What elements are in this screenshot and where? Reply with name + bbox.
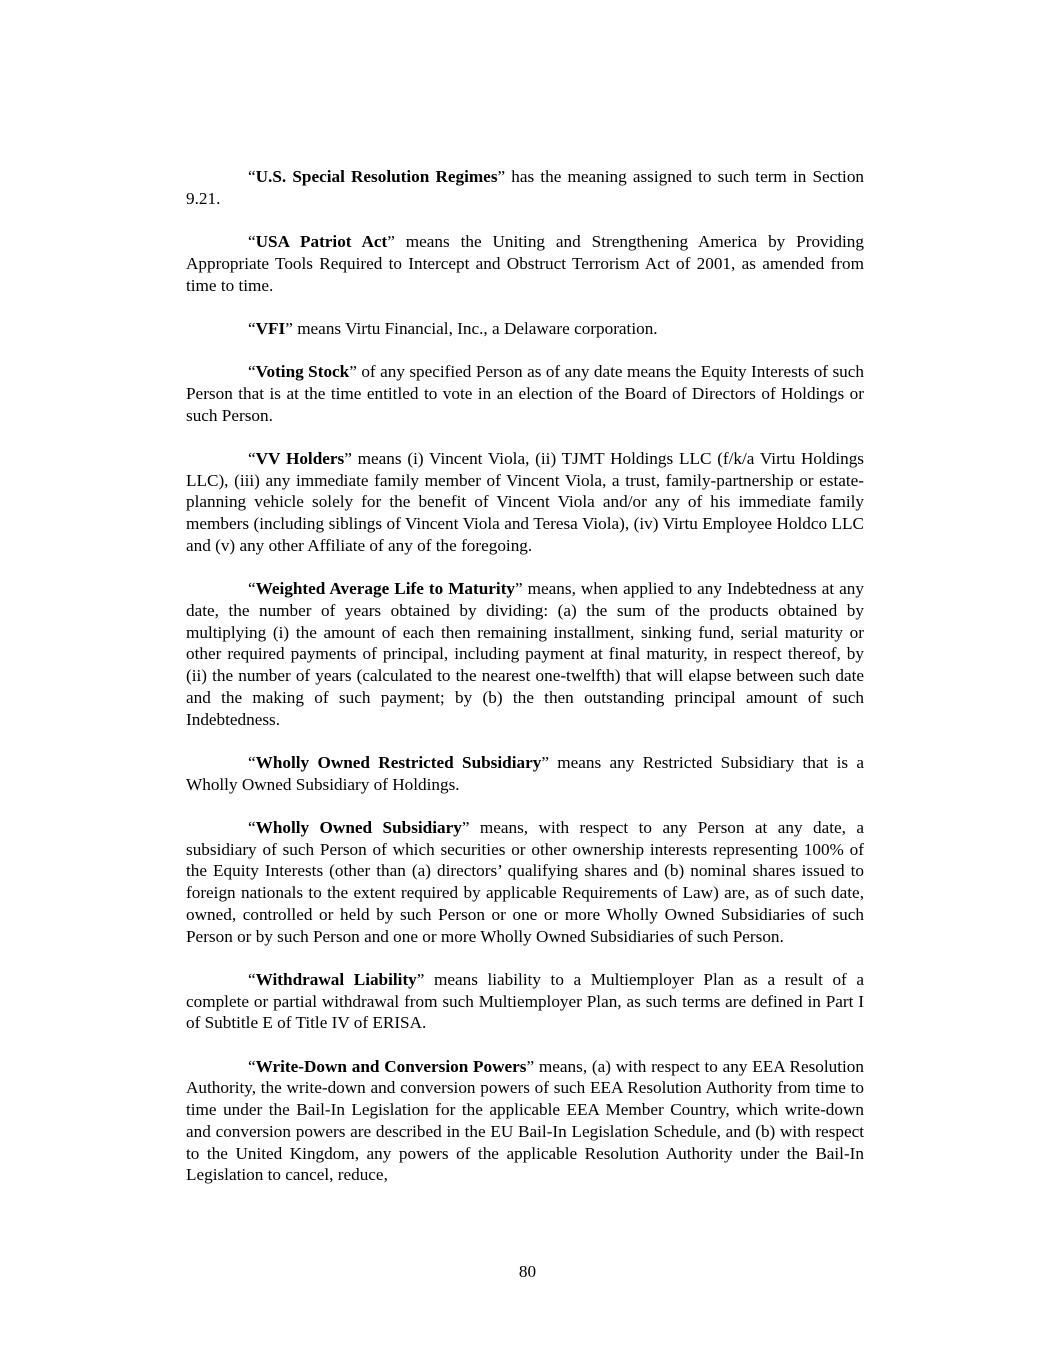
definition-text: of any specified Person as of any date means the Equity Interests of such Person that is at the time entitled to vote in an election of the Board of Directors of Holdings or such Person. [186,362,864,425]
defined-term: Voting Stock [255,362,350,382]
close-quote: ” [387,232,395,252]
defined-term: VFI [255,318,286,338]
definition-text: means, when applied to any Indebtedness at any date, the number of years obtained by dividing: (a) the sum of the products obtained by multiplying (i) the amount of each then remaining installment, sinking fund, serial maturity or other required payments of principal, including payment at final maturity, in respect thereof, by (ii) the number of years (calculated to the nearest one-twelfth) that will elapse between such date and the making of such payment; by (b) the then outstanding principal amount of such Indebtedness. [186,579,864,729]
close-quote: ” [349,362,357,382]
definition-us-special-resolution-regimes [186,166,864,209]
open-quote: “ [248,1056,256,1076]
definition-voting-stock [186,361,864,426]
close-quote: ” [461,817,470,837]
definition-vfi [186,318,864,340]
close-quote: ” [497,167,506,186]
defined-term: Wholly Owned Restricted Subsidiary [255,752,542,772]
definition-vv-holders [186,448,864,557]
open-quote: “ [248,232,256,252]
defined-term: VV Holders [255,449,345,469]
document-body [186,166,864,1208]
page-number: 80 [518,1262,537,1281]
definition-text: means any Restricted Subsidiary that is a Wholly Owned Subsidiary of Holdings. [186,752,864,794]
definition-weighted-average-life-to-maturity [186,578,864,730]
defined-term: USA Patriot Act [255,232,388,252]
definition-write-down-and-conversion-powers [186,1056,864,1186]
definition-usa-patriot-act [186,231,864,296]
open-quote: “ [248,969,256,989]
open-quote: “ [248,579,256,599]
definition-text: means, (a) with respect to any EEA Resolution Authority, the write-down and conversion powers of such EEA Resolution Authority from time to time under the Bail-In Legislation for the applicable EEA Member Country, which write-down and conversion powers are described in the EU Bail-In Legislation Schedule, and (b) with respect to the United Kingdom, any powers of the applicable Resolution Authority under the Bail-In Legislation to cancel, reduce, [186,1056,864,1185]
defined-term: Weighted Average Life to Maturity [255,579,516,599]
definition-text: means liability to a Multiemployer Plan as a result of a complete or partial withdrawal from such Multiemployer Plan, as such terms are defined in Part I of Subtitle E of Title IV of ERISA. [186,969,864,1033]
close-quote: ” [416,969,425,989]
close-quote: ” [285,318,293,338]
defined-term: Withdrawal Liability [255,969,417,989]
open-quote: “ [248,167,256,186]
defined-term: Write-Down and Conversion Powers [255,1056,527,1076]
definition-text: means Virtu Financial, Inc., a Delaware corporation. [292,318,658,338]
definition-text: means (i) Vincent Viola, (ii) TJMT Holdings LLC (f/k/a Virtu Holdings LLC), (iii) any immediate family member of Vincent Viola, a trust, family-partnership or estate-planning vehicle solely for the benefit of Vincent Viola and/or any of his immediate family members (including siblings of Vincent Viola and Teresa Viola), (iv) Virtu Employee Holdco LLC and (v) any other Affiliate of any of the foregoing. [186,449,864,555]
close-quote: ” [344,449,352,469]
definition-text: means, with respect to any Person at any date, a subsidiary of such Person of which securities or other ownership interests representing 100% of the Equity Interests (other than (a) directors’ qualifying shares and (b) nominal shares issued to foreign nationals to the extent required by applicable Requirements of Law) are, as of such date, owned, controlled or held by such Person or one or more Wholly Owned Subsidiaries of such Person or by such Person and one or more Wholly Owned Subsidiaries of such Person. [186,817,864,946]
definition-text: has the meaning assigned to such term in Section 9.21. [186,167,865,208]
close-quote: ” [541,752,549,772]
definition-wholly-owned-subsidiary [186,817,864,947]
defined-term: U.S. Special Resolution Regimes [255,167,498,186]
open-quote: “ [248,318,256,338]
defined-term: Wholly Owned Subsidiary [255,817,462,837]
close-quote: ” [526,1056,535,1076]
open-quote: “ [248,362,256,382]
open-quote: “ [248,449,256,469]
open-quote: “ [248,752,256,772]
definition-text: means the Uniting and Strengthening America by Providing Appropriate Tools Required to Intercept and Obstruct Terrorism Act of 2001, as amended from time to time. [186,232,864,295]
definition-withdrawal-liability [186,969,864,1034]
close-quote: ” [515,579,523,599]
open-quote: “ [248,817,256,837]
definition-wholly-owned-restricted-subsidiary [186,752,864,795]
